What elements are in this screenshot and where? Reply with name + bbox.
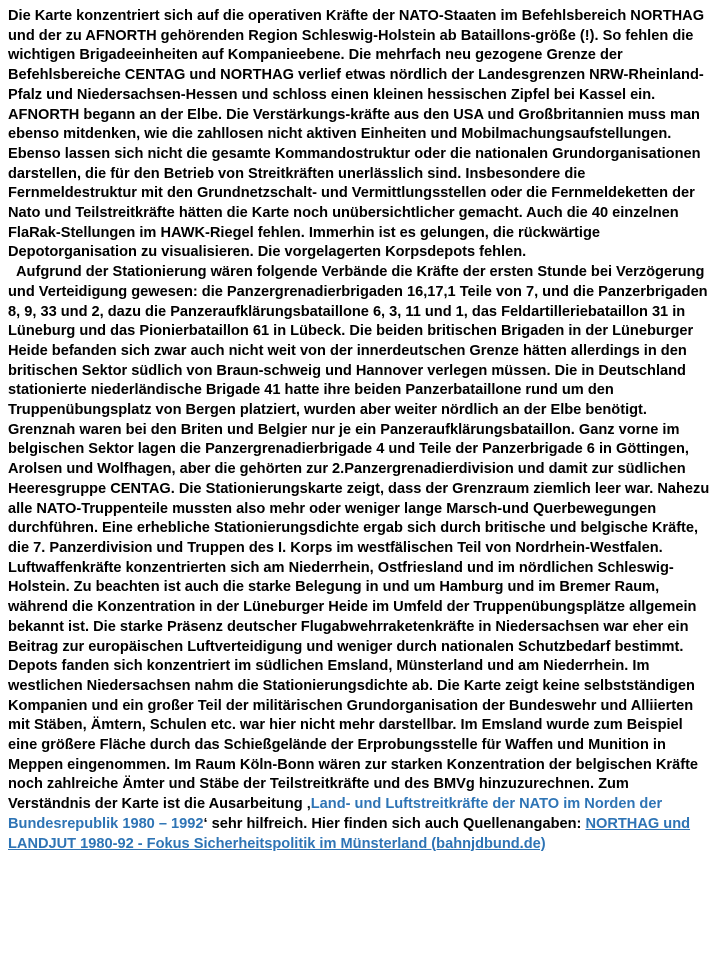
paragraph-stationing-continued: ‘ sehr hilfreich. Hier finden sich auch Quellenangaben: <box>203 815 586 832</box>
paragraph-stationing <box>8 263 714 854</box>
link-nato-forces-north[interactable]: Land- und Luftstreitkräfte der NATO im Norden der Bundesrepublik 1980 – 1992 <box>8 796 663 832</box>
link-northag-landjut[interactable]: NORTHAG und LANDJUT 1980-92 - Fokus Sicherheitspolitik im Münsterland (bahnjdbund.de) <box>8 815 691 852</box>
paragraph-stationing-text: Aufgrund der Stationierung wären folgende Verbände die Kräfte der ersten Stunde bei Verzögerung und Verteidigung gewesen: die Panzergrenadierbrigaden 16,17,1 Teile von 7, und die Panzerbrigaden 8, 9, 33 und 2, dazu die Panzeraufklärungsbataillone 6, 3, 11 und 1, das Feldartilleriebataillon 31 in Lüneburg und das Pionierbataillon 61 in Lübeck. Die beiden britischen Brigaden in der Lüneburger Heide befanden sich zwar auch nicht weit von der innerdeutschen Grenze hätten allerdings in den britischen Sektor südlich von Braun-schweig und Hannover verlegen müssen. Die in Deutschland stationierte niederländische Brigade 41 hatte ihre beiden Panzerbataillone rund um den Truppenübungsplatz von Bergen platziert, wurden aber weiter nördlich an der Elbe benötigt. Grenznah waren bei den Briten und Belgier nur je ein Panzeraufklärungsbataillon. Ganz vorne im belgischen Sektor lagen die Panzergrenadierbrigade 4 und Teile der Panzerbrigade 6 in Göttingen, Arolsen und Wolfhagen, aber die gehörten zur 2.Panzergrenadierdivision und damit zur südlichen Heeresgruppe CENTAG. Die Stationierungskarte zeigt, dass der Grenzraum ziemlich leer war. Nahezu alle NATO-Truppenteile mussten also mehr oder weniger lange Marsch-und Querbewegungen durchführen. Eine erhebliche Stationierungsdichte ergab sich durch britische und belgische Kräfte, die 7. Panzerdivision und Truppen des I. Korps im westfälischen Teil von Nordrhein-Westfalen. Luftwaffenkräfte konzentrierten sich am Niederrhein, Ostfriesland und im nördlichen Schleswig-Holstein. Zu beachten ist auch die starke Belegung in und um Hamburg und im Bremer Raum, während die Konzentration in der Lüneburger Heide im Umfeld der Truppenübungsplätze allgemein bekannt ist. Die starke Präsenz deutscher Flugabwehrraketenkräfte in Niedersachsen war eher ein Beitrag zur europäischen Luftverteidigung und weniger durch nationalen Schutzbedarf bestimmt. Depots fanden sich konzentriert im südlichen Emsland, Münsterland und am Niederrhein. Im westlichen Niedersachsen nahm die Stationierungsdichte ab. Die Karte zeigt keine selbstständigen Kompanien und ein großer Teil der militärischen Grundorganisation der Bundeswehr und Alliierten mit Stäben, Ämtern, Schulen etc. war hier nicht mehr darstellbar. Im Emsland wurde zum Beispiel eine größere Fläche durch das Schießgelände der Erprobungsstelle für Waffen und Munition in Meppen eingenommen. Im Raum Köln-Bonn wären zur starken Konzentration der belgischen Kräfte noch zahlreiche Ämter und Stäbe der Teilstreitkräfte und des BMVg hinzuzurechnen. Zum Verständnis der Karte ist die Ausarbeitung ‚ <box>8 264 710 813</box>
paragraph-scope-of-map: Die Karte konzentriert sich auf die operativen Kräfte der NATO-Staaten im Befehlsbereich NORTHAG und der zu AFNORTH gehörenden Region Schleswig-Holstein ab Bataillons-größe (!). So fehlen die wichtigen Brigadeeinheiten auf Kompanieebene. Die mehrfach neu gezogene Grenze der Befehlsbereiche CENTAG und NORTHAG verlief etwas nördlich der Landesgrenzen NRW-Rheinland-Pfalz und Niedersachsen-Hessen und schloss einen kleinen hessischen Zipfel bei Kassel ein. AFNORTH begann an der Elbe. Die Verstärkungs-kräfte aus den USA und Großbritannien muss man ebenso mitdenken, wie die zahllosen nicht aktiven Einheiten und Mobilmachungsaufstellungen. Ebenso lassen sich nicht die gesamte Kommandostruktur oder die nationalen Grundorganisationen darstellen, die für den Betrieb von Streitkräften unerlässlich sind. Insbesondere die Fernmeldestruktur mit den Grundnetzschalt- und Vermittlungsstellen oder die Fernmeldeketten der Nato und Teilstreitkräfte hätten die Karte noch unübersichtlicher gemacht. Auch die 40 einzelnen FlaRak-Stellungen im HAWK-Riegel fehlen. Immerhin ist es gelungen, die rückwärtige Depotorganisation zu visualisieren. Die vorgelagerten Korpsdepots fehlen. <box>8 8 705 261</box>
document-page <box>8 7 714 854</box>
